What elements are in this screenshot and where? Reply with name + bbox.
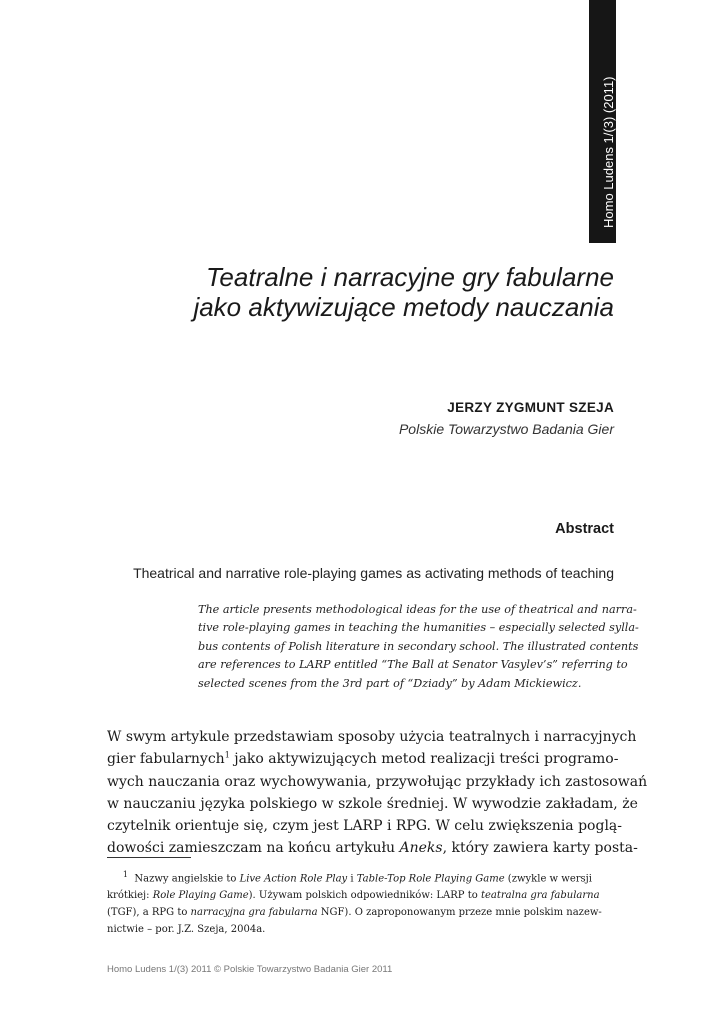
- abstract-heading: Abstract: [555, 521, 614, 537]
- footnote-text: NGF). O zaproponowanym przeze mnie polskim nazew-: [317, 907, 602, 919]
- body-emphasis: Aneks: [399, 840, 443, 857]
- footnote-line: [107, 887, 617, 904]
- article-title: [150, 262, 614, 322]
- footnote-line: [107, 904, 617, 921]
- body-text: dowości zamieszczam na końcu artykułu: [107, 840, 400, 857]
- body-paragraph: [107, 726, 648, 860]
- abstract-line: The article presents methodological ideas for the use of theatrical and narra-: [198, 603, 637, 616]
- body-line: W swym artykule przedstawiam sposoby użycia teatralnych i narracyjnych: [107, 729, 637, 745]
- footnote-text: i: [347, 873, 357, 885]
- journal-side-tab: [589, 0, 616, 243]
- body-text: , który zawiera karty posta-: [442, 840, 638, 857]
- footnote-reference[interactable]: 1: [224, 750, 230, 760]
- abstract-line: are references to LARP entitled “The Ball at Senator Vasylev’s” referring to: [198, 658, 628, 672]
- article-title-line-1: Teatralne i narracyjne gry fabularne: [205, 262, 614, 292]
- footnote-emphasis: Table-Top Role Playing Game: [356, 873, 505, 885]
- footnote-line: nictwie – por. J.Z. Szeja, 2004a.: [107, 924, 266, 936]
- body-text: gier fabularnych: [107, 751, 225, 768]
- footnote-line: [107, 866, 617, 887]
- body-text: jako aktywizujących metod realizacji treści programo-: [229, 751, 619, 768]
- article-title-line-2: jako aktywizujące metody nauczania: [193, 292, 614, 322]
- footnote-emphasis: narracyjna gra fabularna: [190, 907, 318, 919]
- footnote-text: Nazwy angielskie to: [134, 873, 240, 885]
- page-footer: Homo Ludens 1/(3) 2011 © Polskie Towarzystwo Badania Gier 2011: [107, 964, 393, 975]
- abstract-english-title: Theatrical and narrative role-playing games as activating methods of teaching: [133, 565, 614, 581]
- footnote-divider: [107, 857, 191, 858]
- footnote-text: (zwykle w wersji: [504, 873, 592, 885]
- footnote-number: 1: [122, 870, 128, 879]
- author-name: JERZY ZYGMUNT SZEJA: [447, 400, 614, 415]
- footnote-text: (TGF), a RPG to: [107, 907, 191, 919]
- body-line: w nauczaniu języka polskiego w szkole średniej. W wywodzie zakładam, że: [107, 795, 638, 812]
- abstract-line: tive role-playing games in teaching the humanities – especially selected sylla-: [198, 621, 639, 635]
- journal-side-tab-label: Homo Ludens 1/(3) (2011): [601, 76, 616, 228]
- footnote-text: krótkiej:: [107, 890, 153, 902]
- footnote-emphasis: teatralna gra fabularna: [480, 890, 600, 902]
- abstract-body: [198, 601, 639, 693]
- footnote: [107, 866, 617, 938]
- footnote-text: ). Używam polskich odpowiedników: LARP to: [248, 890, 481, 902]
- body-line: wych nauczania oraz wychowywania, przywołując przykłady ich zastosowań: [107, 773, 648, 790]
- body-line: [107, 748, 617, 770]
- abstract-line: bus contents of Polish literature in secondary school. The illustrated contents: [198, 639, 639, 653]
- body-line: czytelnik orientuje się, czym jest LARP i RPG. W celu zwiększenia poglą-: [107, 818, 622, 835]
- abstract-line: selected scenes from the 3rd part of “Dziady” by Adam Mickiewicz.: [198, 676, 582, 690]
- footnote-emphasis: Role Playing Game: [152, 890, 249, 902]
- footnote-emphasis: Live Action Role Play: [239, 873, 348, 885]
- author-affiliation: Polskie Towarzystwo Badania Gier: [398, 421, 614, 437]
